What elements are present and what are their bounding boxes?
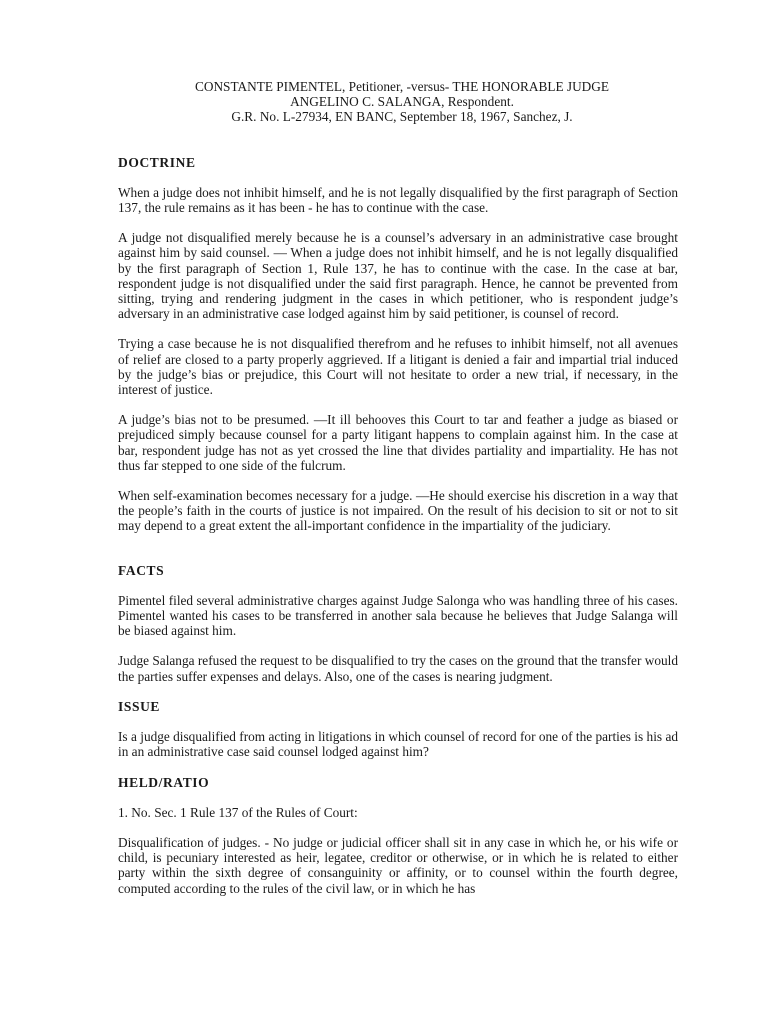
caption-line-1: CONSTANTE PIMENTEL, Petitioner, -versus- THE HONORABLE JUDGE xyxy=(194,79,609,94)
facts-paragraph: Judge Salanga refused the request to be disqualified to try the cases on the ground that the transfer would the parties suffer expenses and delays. Also, one of the cases is nearing judgment. xyxy=(118,653,678,684)
caption-line-3: G.R. No. L-27934, EN BANC, September 18, 1967, Sanchez, J. xyxy=(231,109,573,125)
case-caption xyxy=(118,79,678,125)
section-heading-doctrine: DOCTRINE xyxy=(118,154,196,170)
section-heading-issue: ISSUE xyxy=(118,698,161,714)
facts-paragraph: Pimentel filed several administrative charges against Judge Salonga who was handling three of his cases. Pimentel wanted his cases to be transferred in another sala because he believes that Judge Salanga will be biased against him. xyxy=(118,592,678,639)
issue-paragraph: Is a judge disqualified from acting in litigations in which counsel of record for one of the parties is his ad in an administrative case said counsel lodged against him? xyxy=(118,729,678,760)
held-paragraph: 1. No. Sec. 1 Rule 137 of the Rules of Court: xyxy=(118,804,358,820)
doctrine-paragraph: A judge not disqualified merely because he is a counsel’s adversary in an administrative case brought against him by said counsel. — When a judge does not inhibit himself, and he is not legally disqualified by the first paragraph of Section 1, Rule 137, he has to continue with the case. In the case at bar, respondent judge is not disqualified under the said first paragraph. Hence, he cannot be prevented from sitting, trying and rendering judgment in the cases in which petitioner, who is respondent judge’s adversary in an administrative case lodged against him by said petitioner, is counsel of record. xyxy=(118,230,678,322)
spacer xyxy=(118,549,678,563)
caption-line-2: ANGELINO C. SALANGA, Respondent. xyxy=(290,94,514,110)
held-paragraph: Disqualification of judges. - No judge or judicial officer shall sit in any case in which he, or his wife or child, is pecuniary interested as heir, legatee, creditor or otherwise, or in which he is related to either party within the sixth degree of consanguinity or affinity, or to counsel within the fourth degree, computed according to the rules of the civil law, or in which he has xyxy=(118,834,678,896)
section-heading-held: HELD/RATIO xyxy=(118,774,210,790)
section-heading-facts: FACTS xyxy=(118,562,165,578)
doctrine-paragraph: Trying a case because he is not disqualified therefrom and he refuses to inhibit himself, not all avenues of relief are closed to a party properly aggrieved. If a litigant is denied a fair and impartial trial induced by the judge’s bias or prejudice, this Court will not hesitate to order a new trial, if necessary, in the interest of justice. xyxy=(118,336,678,398)
doctrine-paragraph: When a judge does not inhibit himself, and he is not legally disqualified by the first paragraph of Section 137, the rule remains as it has been - he has to continue with the case. xyxy=(118,184,678,216)
doctrine-paragraph: When self-examination becomes necessary for a judge. —He should exercise his discretion in a way that the people’s faith in the courts of justice is not impaired. On the result of his decision to sit or not to sit may depend to a great extent the all-important confidence in the impartiality of the judiciary. xyxy=(118,488,678,534)
doctrine-paragraph: A judge’s bias not to be presumed. —It ill behooves this Court to tar and feather a judge as biased or prejudiced simply because counsel for a party litigant happens to complain against him. In the case at bar, respondent judge has not as yet crossed the line that divides partiality and impartiality. He has not thus far stepped to one side of the fulcrum. xyxy=(118,412,678,473)
